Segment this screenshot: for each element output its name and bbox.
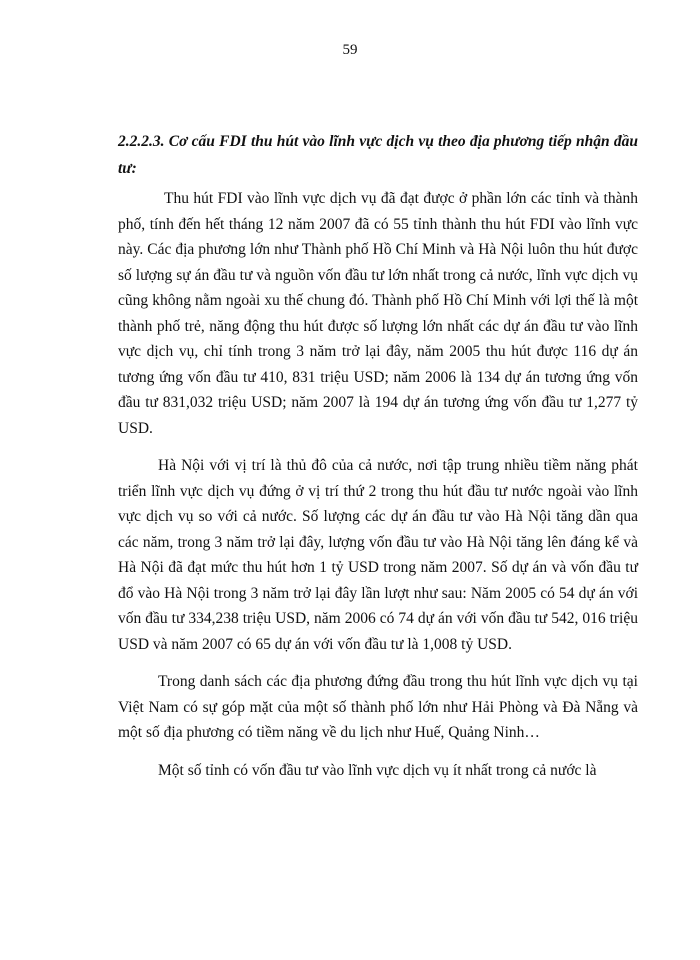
- paragraph-lowest-provinces: Một số tỉnh có vốn đầu tư vào lĩnh vực dịch vụ ít nhất trong cả nước là: [158, 761, 597, 779]
- paragraph-fdi-hcmc: Thu hút FDI vào lĩnh vực dịch vụ đã đạt được ở phần lớn các tỉnh và thành phố, tính đến hết tháng 12 năm 2007 đã có 55 tỉnh thành thu hút FDI vào lĩnh vực này. Các địa phương lớn như Thành phố Hồ Chí Minh và Hà Nội luôn thu hút được số lượng sự án đầu tư và nguồn vốn đầu tư lớn nhất trong cả nước, lĩnh vực dịch vụ cũng không nằm ngoài xu thế chung đó. Thành phố Hồ Chí Minh với lợi thế là một thành phố trẻ, năng động thu hút được số lượng lớn nhất các dự án đầu tư vào lĩnh vực dịch vụ, chỉ tính trong 3 năm trở lại đây, năm 2005 thu hút được 116 dự án tương ứng vốn đầu tư 410, 831 triệu USD; năm 2006 là 134 dự án tương ứng vốn đầu tư 831,032 triệu USD; năm 2007 là 194 dự án tương ứng vốn đầu tư 1,277 tỷ USD.: [118, 190, 638, 437]
- body-text: [118, 186, 638, 795]
- page-number: 59: [342, 42, 358, 58]
- paragraph-hanoi: Hà Nội với vị trí là thủ đô của cả nước, nơi tập trung nhiều tiềm năng phát triển lĩnh vực dịch vụ đứng ở vị trí thứ 2 trong thu hút đầu tư nước ngoài vào lĩnh vực dịch vụ so với cả nước. Số lượng các dự án đầu tư vào Hà Nội tăng dần qua các năm, trong 3 năm trở lại đây, lượng vốn đầu tư vào Hà Nội tăng lên đáng kể và Hà Nội đã đạt mức thu hút hơn 1 tỷ USD trong năm 2007. Số dự án và vốn đầu tư đổ vào Hà Nội trong 3 năm trở lại đây lần lượt như sau: Năm 2005 có 54 dự án với vốn đầu tư 334,238 triệu USD, năm 2006 có 74 dự án với vốn đầu tư 542, 016 triệu USD và năm 2007 có 65 dự án với vốn đầu tư là 1,008 tỷ USD.: [118, 457, 638, 653]
- section-heading: 2.2.2.3. Cơ cấu FDI thu hút vào lĩnh vực dịch vụ theo địa phương tiếp nhận đầu tư:: [118, 133, 638, 177]
- paragraph-leading-localities: Trong danh sách các địa phương đứng đầu trong thu hút lĩnh vực dịch vụ tại Việt Nam có sự góp mặt của một số thành phố lớn như Hải Phòng và Đà Nẵng và một số địa phương có tiềm năng về du lịch như Huế, Quảng Ninh…: [118, 673, 638, 741]
